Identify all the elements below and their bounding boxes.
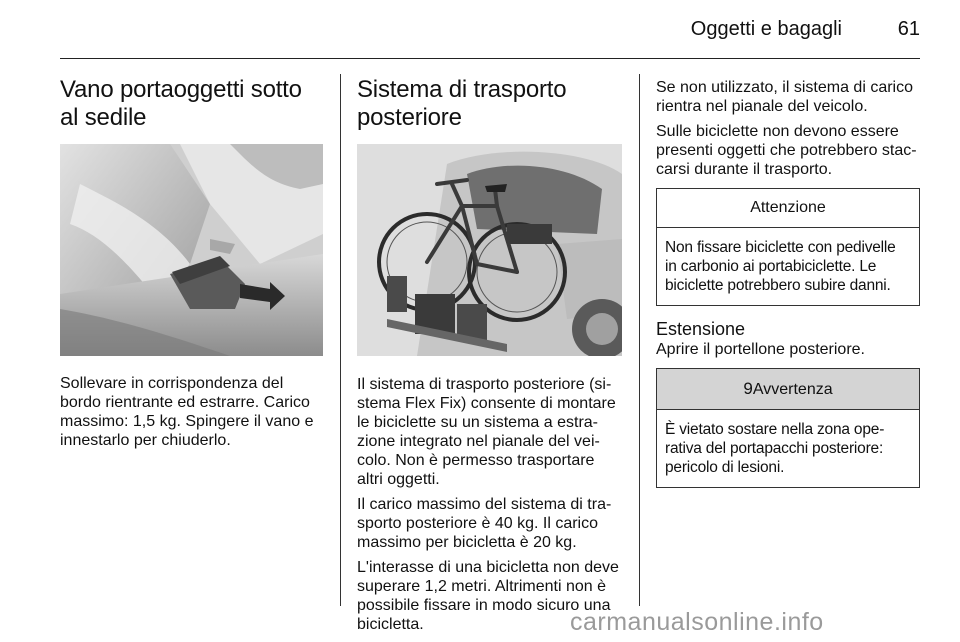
warning-title: Avvertenza (752, 381, 833, 398)
body-text: L'interasse di una bicicletta non deve superare 1,2 metri. Altrimenti non è possibile fissare in modo sicuro una bicicletta. (357, 559, 619, 633)
rear-bike-carrier-photo (357, 144, 622, 356)
body-text: Sulle biciclette non devono essere presenti oggetti che potrebbero stac-carsi durante il trasporto. (656, 123, 917, 178)
column-divider (340, 74, 341, 606)
warning-triangle-icon: 9 (743, 379, 753, 398)
header-title: Oggetti e bagagli (690, 18, 842, 40)
caution-text: Non fissare biciclette con pedivelle in carbonio ai portabiciclette. Le biciclette potrebbero subire danni. (665, 239, 896, 294)
subsection-heading: Estensione (656, 319, 746, 339)
column-carrier-continued (656, 58, 920, 488)
body-text: Aprire il portellone posteriore. (656, 341, 865, 358)
body-text: Il carico massimo del sistema di tra-sporto posteriore è 40 kg. Il carico massimo per bicicletta è 20 kg. (357, 496, 612, 551)
caution-title: Attenzione (657, 189, 919, 228)
underseat-drawer-photo (60, 144, 323, 356)
column-underseat-storage (60, 58, 323, 450)
page-header (60, 0, 920, 59)
warning-header (657, 369, 919, 410)
section-heading: Sistema di trasporto posteriore (357, 76, 567, 131)
caution-box (656, 188, 920, 306)
warning-box (656, 368, 920, 488)
page-number: 61 (897, 18, 920, 40)
section-heading: Vano portaoggetti sotto al sedile (60, 76, 302, 131)
watermark: carmanualsonline.info (570, 608, 824, 636)
column-divider (639, 74, 640, 606)
body-text: Il sistema di trasporto posteriore (si-stema Flex Fix) consente di montare le biciclette su un sistema a estra-zione integrato nel pianale del vei-colo. Non è permesso trasportare altri oggetti. (357, 376, 616, 488)
body-text: Sollevare in corrispondenza del bordo rientrante ed estrarre. Carico massimo: 1,5 kg. Spingere il vano e innestarlo per chiuderlo. (60, 375, 314, 449)
warning-text: È vietato sostare nella zona ope-rativa del portapacchi posteriore: pericolo di lesioni. (665, 421, 885, 476)
body-text: Se non utilizzato, il sistema di carico rientra nel pianale del veicolo. (656, 79, 913, 115)
column-rear-carrier (357, 58, 624, 634)
